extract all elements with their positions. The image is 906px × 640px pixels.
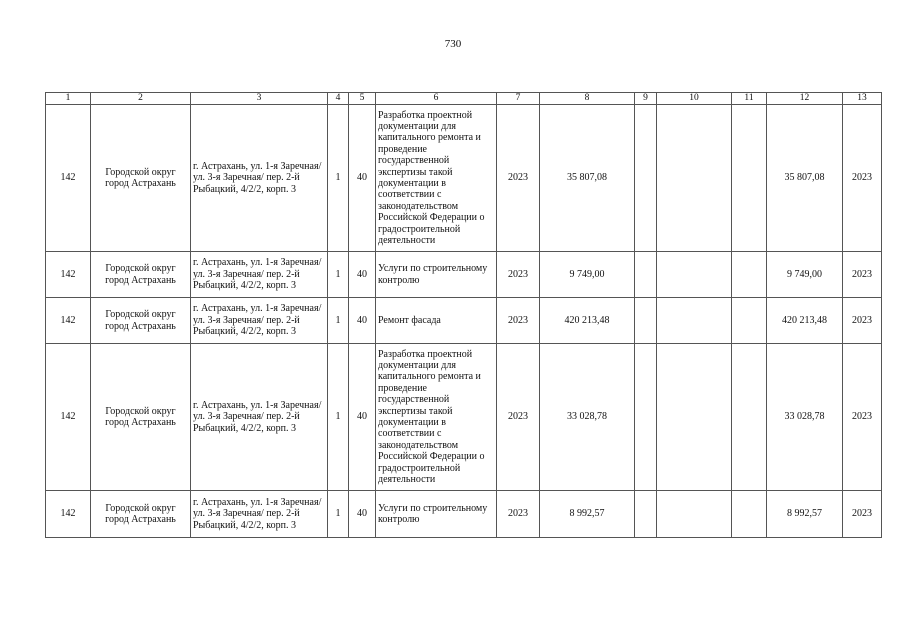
- address-cell: г. Астрахань, ул. 1-я Заречная/ ул. 3-я Заречная/ пер. 2-й Рыбацкий, 4/2/2, корп. 3: [191, 344, 328, 491]
- header-cell: 1: [46, 93, 91, 105]
- row-number: 142: [46, 298, 91, 344]
- column-11-cell: [732, 298, 767, 344]
- total-cost-cell: 9 749,00: [540, 252, 635, 298]
- column-10-cell: [657, 491, 732, 538]
- header-cell: 8: [540, 93, 635, 105]
- address-cell: г. Астрахань, ул. 1-я Заречная/ ул. 3-я Заречная/ пер. 2-й Рыбацкий, 4/2/2, корп. 3: [191, 105, 328, 252]
- column-5-cell: 40: [349, 252, 376, 298]
- column-11-cell: [732, 344, 767, 491]
- column-12-cell: 33 028,78: [767, 344, 843, 491]
- column-4-cell: 1: [328, 344, 349, 491]
- header-row: [46, 93, 882, 105]
- table-row: [46, 491, 882, 538]
- header-cell: 5: [349, 93, 376, 105]
- column-11-cell: [732, 491, 767, 538]
- work-type-cell: Услуги по строительному контролю: [376, 491, 497, 538]
- column-12-cell: 8 992,57: [767, 491, 843, 538]
- column-12-cell: 35 807,08: [767, 105, 843, 252]
- year-cell: 2023: [497, 298, 540, 344]
- column-11-cell: [732, 252, 767, 298]
- header-cell: 13: [843, 93, 882, 105]
- municipality-cell: Городской округ город Астрахань: [91, 252, 191, 298]
- address-cell: г. Астрахань, ул. 1-я Заречная/ ул. 3-я Заречная/ пер. 2-й Рыбацкий, 4/2/2, корп. 3: [191, 298, 328, 344]
- table-row: [46, 105, 882, 252]
- address-cell: г. Астрахань, ул. 1-я Заречная/ ул. 3-я Заречная/ пер. 2-й Рыбацкий, 4/2/2, корп. 3: [191, 252, 328, 298]
- header-cell: 3: [191, 93, 328, 105]
- column-10-cell: [657, 105, 732, 252]
- column-10-cell: [657, 252, 732, 298]
- work-type-cell: Услуги по строительному контролю: [376, 252, 497, 298]
- municipality-cell: Городской округ город Астрахань: [91, 344, 191, 491]
- address-cell: г. Астрахань, ул. 1-я Заречная/ ул. 3-я Заречная/ пер. 2-й Рыбацкий, 4/2/2, корп. 3: [191, 491, 328, 538]
- work-type-cell: Разработка проектной документации для капитального ремонта и проведение государственной экспертизы такой документации в соответствии с законодательством Российской Федерации о градостроительной деятельности: [376, 105, 497, 252]
- header-cell: 11: [732, 93, 767, 105]
- column-13-cell: 2023: [843, 252, 882, 298]
- total-cost-cell: 33 028,78: [540, 344, 635, 491]
- header-cell: 12: [767, 93, 843, 105]
- total-cost-cell: 8 992,57: [540, 491, 635, 538]
- column-13-cell: 2023: [843, 105, 882, 252]
- page-number: 730: [444, 38, 462, 50]
- table-row: [46, 344, 882, 491]
- column-11-cell: [732, 105, 767, 252]
- row-number: 142: [46, 105, 91, 252]
- column-9-cell: [635, 344, 657, 491]
- column-4-cell: 1: [328, 105, 349, 252]
- column-5-cell: 40: [349, 344, 376, 491]
- column-9-cell: [635, 491, 657, 538]
- municipality-cell: Городской округ город Астрахань: [91, 105, 191, 252]
- column-13-cell: 2023: [843, 491, 882, 538]
- year-cell: 2023: [497, 252, 540, 298]
- column-10-cell: [657, 344, 732, 491]
- column-5-cell: 40: [349, 298, 376, 344]
- header-cell: 7: [497, 93, 540, 105]
- municipality-cell: Городской округ город Астрахань: [91, 298, 191, 344]
- column-9-cell: [635, 252, 657, 298]
- municipality-cell: Городской округ город Астрахань: [91, 491, 191, 538]
- column-5-cell: 40: [349, 105, 376, 252]
- work-type-cell: Разработка проектной документации для капитального ремонта и проведение государственной экспертизы такой документации в соответствии с законодательством Российской Федерации о градостроительной деятельности: [376, 344, 497, 491]
- year-cell: 2023: [497, 344, 540, 491]
- header-cell: 4: [328, 93, 349, 105]
- column-13-cell: 2023: [843, 344, 882, 491]
- column-9-cell: [635, 105, 657, 252]
- header-cell: 6: [376, 93, 497, 105]
- column-5-cell: 40: [349, 491, 376, 538]
- year-cell: 2023: [497, 491, 540, 538]
- column-12-cell: 9 749,00: [767, 252, 843, 298]
- header-cell: 10: [657, 93, 732, 105]
- total-cost-cell: 420 213,48: [540, 298, 635, 344]
- row-number: 142: [46, 491, 91, 538]
- column-4-cell: 1: [328, 491, 349, 538]
- header-cell: 9: [635, 93, 657, 105]
- header-cell: 2: [91, 93, 191, 105]
- column-4-cell: 1: [328, 252, 349, 298]
- table-row: [46, 252, 882, 298]
- total-cost-cell: 35 807,08: [540, 105, 635, 252]
- table-row: [46, 298, 882, 344]
- year-cell: 2023: [497, 105, 540, 252]
- column-13-cell: 2023: [843, 298, 882, 344]
- column-12-cell: 420 213,48: [767, 298, 843, 344]
- row-number: 142: [46, 344, 91, 491]
- register-table: [45, 92, 882, 538]
- column-10-cell: [657, 298, 732, 344]
- column-4-cell: 1: [328, 298, 349, 344]
- work-type-cell: Ремонт фасада: [376, 298, 497, 344]
- column-9-cell: [635, 298, 657, 344]
- row-number: 142: [46, 252, 91, 298]
